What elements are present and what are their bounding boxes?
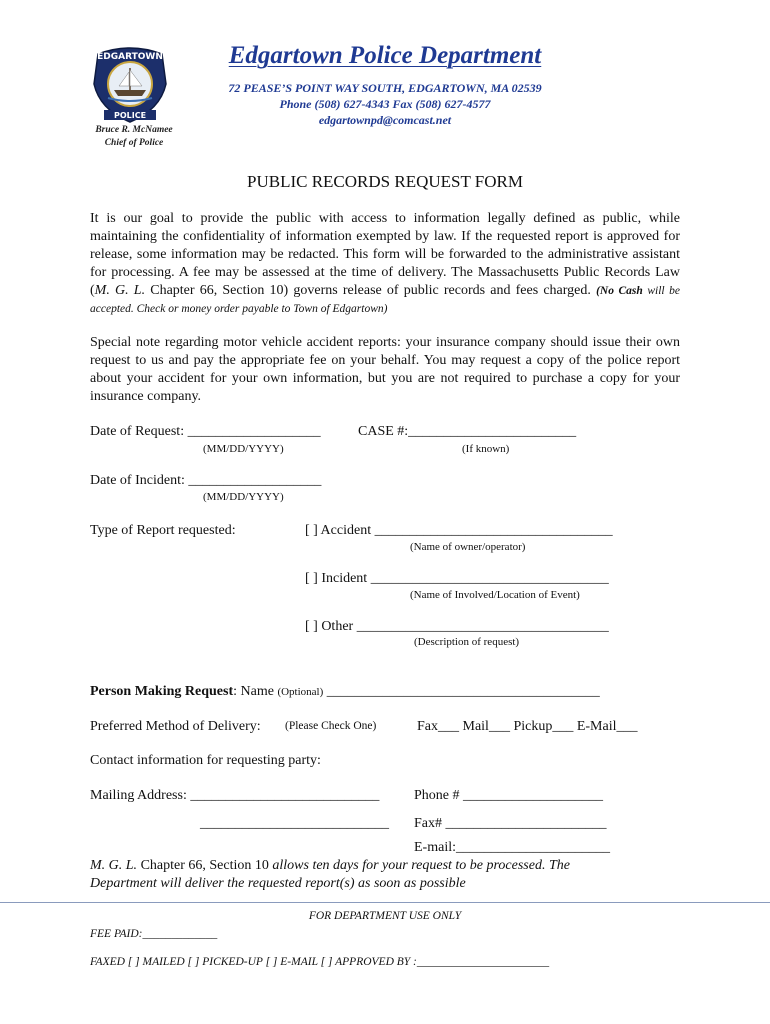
person-label: Person Making Request (90, 684, 234, 699)
person-name-line: _______________________________________ (323, 684, 600, 699)
special-note: Special note regarding motor vehicle accident reports: your insurance company should issue their own request to us and pay the appropriate fee on your behalf. You may request a copy of the police report about your accident for your own information, but you are not required to purchase a copy for your insurance company. (90, 335, 680, 404)
mailing-address-line-2[interactable]: ___________________________ (200, 816, 389, 831)
department-phone-fax: Phone (508) 627-4343 Fax (508) 627-4577 (279, 97, 491, 111)
incident-hint: (Name of Involved/Location of Event) (410, 589, 580, 601)
processing-status-line[interactable]: FAXED [ ] MAILED [ ] PICKED-UP [ ] E-MAIL [ ] APPROVED BY :_______________________ (90, 956, 550, 968)
intro-paragraph (90, 210, 680, 318)
delivery-label: Preferred Method of Delivery: (90, 719, 261, 734)
delivery-hint: (Please Check One) (285, 720, 377, 732)
intro-text: It is our goal to provide the public with access to information legally defined as public, while maintaining the confidentiality of information exempted by law. If the requested report is approved for release, some information may be redacted. This form will be forwarded to the administrative assistant for processing. A fee may be assessed at the time of delivery. The Massachusetts Public Records Law ( (90, 211, 680, 298)
department-use-title: FOR DEPARTMENT USE ONLY (308, 910, 462, 922)
no-cash-label: (No Cash (596, 285, 643, 297)
case-number-hint: (If known) (462, 443, 510, 455)
date-of-request-field[interactable]: Date of Request: ___________________ (90, 424, 321, 439)
chief-title: Chief of Police (104, 138, 164, 148)
department-title: Edgartown Police Department (228, 42, 542, 69)
email-field[interactable]: E-mail:______________________ (414, 840, 610, 855)
fax-field[interactable]: Fax# _______________________ (414, 816, 607, 831)
other-hint: (Description of request) (414, 636, 520, 648)
badge-top-text: EDGARTOWN (97, 52, 163, 62)
report-type-label: Type of Report requested: (90, 523, 236, 538)
person-making-request-field[interactable] (90, 684, 600, 700)
department-contact (200, 80, 570, 128)
chief-block (80, 124, 188, 150)
form-title: PUBLIC RECORDS REQUEST FORM (247, 172, 523, 191)
date-format-hint-2: (MM/DD/YYYY) (203, 491, 284, 503)
fee-paid-field[interactable]: FEE PAID:_____________ (90, 928, 218, 940)
date-of-incident-field[interactable]: Date of Incident: ___________________ (90, 473, 322, 488)
delivery-options[interactable]: Fax___ Mail___ Pickup___ E-Mail___ (417, 719, 638, 734)
no-cash-rest: will be accepted. Check or money order payable to Town of Edgartown) (90, 285, 680, 315)
chief-name: Bruce R. McNamee (95, 125, 173, 135)
case-number-field[interactable]: CASE #:________________________ (358, 424, 577, 439)
report-type-accident[interactable]: [ ] Accident __________________________________ (305, 523, 613, 538)
person-optional: (Optional) (277, 686, 324, 698)
date-format-hint-1: (MM/DD/YYYY) (203, 443, 284, 455)
section-divider (0, 902, 770, 903)
mailing-address-field[interactable]: Mailing Address: ___________________________ (90, 788, 380, 803)
report-type-other[interactable]: [ ] Other ____________________________________ (305, 619, 609, 634)
intro-law-ref: M. G. L. (94, 283, 146, 298)
intro-text-after: Chapter 66, Section 10) governs release of public records and fees charged. (145, 283, 597, 298)
person-name-label: : Name (233, 684, 278, 699)
mgl-text: allows ten days for your request to be processed. The (272, 858, 570, 873)
mgl-ref: M. G. L. (90, 858, 138, 873)
department-email: edgartownpd@comcast.net (318, 113, 452, 127)
badge-bottom-text: POLICE (113, 111, 147, 120)
mgl-note-line-1 (90, 858, 570, 874)
accident-hint: (Name of owner/operator) (410, 541, 526, 553)
police-badge-logo (90, 44, 170, 124)
phone-field[interactable]: Phone # ____________________ (414, 788, 603, 803)
contact-info-label: Contact information for requesting party: (90, 753, 321, 768)
department-address: 72 PEASE’S POINT WAY SOUTH, EDGARTOWN, MA 02539 (228, 81, 542, 95)
report-type-incident[interactable]: [ ] Incident __________________________________ (305, 571, 609, 586)
mgl-note-line-2: Department will deliver the requested report(s) as soon as possible (90, 876, 466, 891)
mgl-chapter: Chapter 66, Section 10 (137, 858, 273, 873)
